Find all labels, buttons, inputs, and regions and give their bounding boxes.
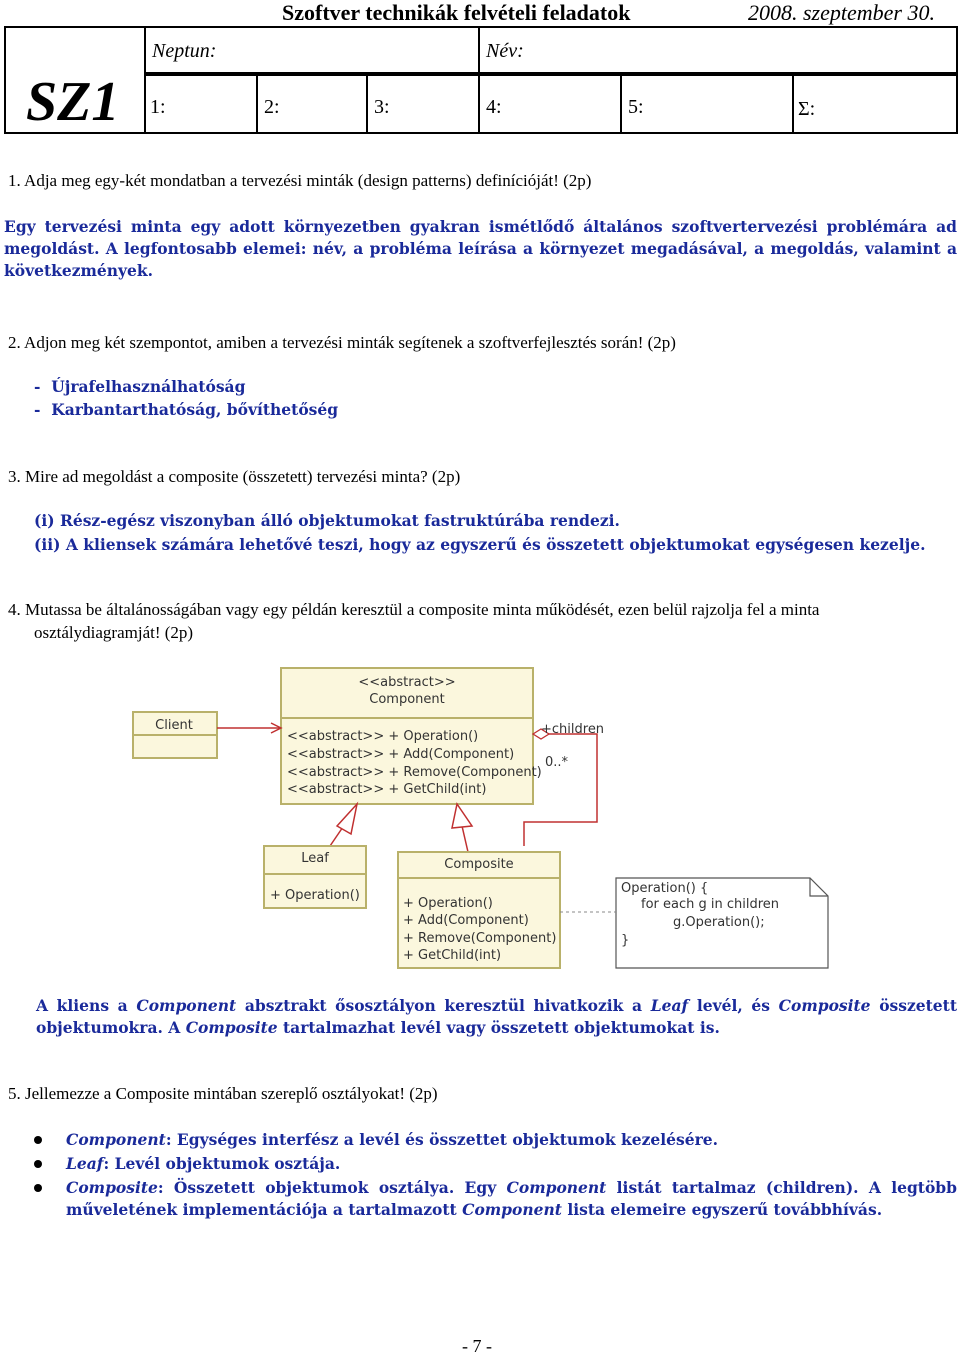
composite-op-2: + Add(Component): [403, 913, 529, 928]
note-line-3: g.Operation();: [673, 915, 765, 930]
multiplicity-label: 0..*: [545, 755, 569, 770]
composite-generalization: [452, 804, 472, 852]
answer-2-item-2: - Karbantarthatóság, bővíthetőség: [34, 400, 339, 419]
note-line-2: for each g in children: [641, 897, 780, 912]
answer-3-line-1: (i) Rész-egész viszonyban álló objektumokat fastruktúrába rendezi.: [34, 511, 620, 530]
score-label-1: 1:: [150, 96, 166, 118]
answer-5-leaf: Leaf: Levél objektumok osztája.: [66, 1154, 341, 1173]
bullet-3: [34, 1184, 42, 1192]
children-aggregation: [524, 722, 604, 846]
leaf-generalization: [330, 804, 357, 846]
answer-1: Egy tervezési minta egy adott környezetben gyakran ismétlődő általános szoftvertervezési problémára ad megoldást. A legfontosabb elemei: név, a probléma leírása a környezet megadásával, a megoldás, valamint a következmények.: [4, 217, 957, 280]
answer-5-component: Component: Egységes interfész a levél és összettet objektumok kezelésére.: [66, 1130, 719, 1149]
operation-note: [560, 878, 828, 968]
answer-4: A kliens a Component absztrakt ősosztályon keresztül hivatkozik a Leaf levél, és Composite összetett objektumokra. A Composite tartalmazhat levél vagy összetett objektumokat is.: [36, 996, 957, 1037]
score-label-5: 5:: [628, 96, 644, 118]
composite-op-1: + Operation(): [403, 896, 493, 911]
question-5: 5. Jellemezze a Composite mintában szereplő osztályokat! (2p): [8, 1084, 438, 1103]
component-op-1: <<abstract>> + Operation(): [287, 729, 479, 744]
answer-5-composite: Composite: Összetett objektumok osztálya. Egy Component listát tartalmaz (children). A legtöbb műveletének implementációja a tartalmazott Component lista elemeire egyszerű továbbhívás.: [66, 1178, 957, 1219]
question-2: 2. Adjon meg két szempontot, amiben a tervezési minták segítenek a szoftverfejlesztés során! (2p): [8, 333, 676, 352]
composite-op-4: + GetChild(int): [403, 948, 502, 963]
answer-2-item-1: - Újrafelhasználhatóság: [34, 377, 246, 396]
leaf-class: [264, 846, 366, 908]
composite-class: [398, 852, 560, 968]
question-4-line-1: 4. Mutassa be általánosságában vagy egy példán keresztül a composite minta működését, ezen belül rajzolja fel a minta: [8, 600, 820, 619]
bullet-2: [34, 1160, 42, 1168]
component-op-2: <<abstract>> + Add(Component): [287, 747, 515, 762]
component-name: Component: [369, 692, 445, 707]
client-class: [133, 712, 217, 758]
note-line-4: }: [621, 933, 630, 948]
component-op-3: <<abstract>> + Remove(Component): [287, 765, 542, 780]
exam-date: 2008. szeptember 30.: [748, 0, 935, 25]
question-4-line-2: osztálydiagramját! (2p): [34, 623, 194, 642]
composite-op-3: + Remove(Component): [403, 931, 557, 946]
composite-name: Composite: [444, 857, 514, 872]
question-3: 3. Mire ad megoldást a composite (összetett) tervezési minta? (2p): [8, 467, 461, 486]
leaf-op-1: + Operation(): [270, 888, 360, 903]
note-line-1: Operation() {: [621, 881, 709, 896]
neptun-label: Neptun:: [152, 40, 217, 62]
score-label-4: 4:: [486, 96, 502, 118]
score-label-sum: Σ:: [798, 98, 816, 120]
question-1: 1. Adja meg egy-két mondatban a tervezési minták (design patterns) definícióját! (2p): [8, 171, 592, 190]
exam-code: SZ1: [26, 71, 120, 133]
answer-3-line-2: (ii) A kliensek számára lehetővé teszi, hogy az egyszerű és összetett objektumokat egységesen kezelje.: [34, 535, 926, 554]
component-class: [281, 668, 542, 804]
score-label-2: 2:: [264, 96, 280, 118]
children-role-label: +children: [541, 722, 605, 737]
leaf-name: Leaf: [301, 851, 329, 866]
page-number: - 7 -: [462, 1336, 492, 1356]
name-label: Név:: [486, 40, 524, 62]
client-name: Client: [155, 718, 193, 733]
bullet-1: [34, 1136, 42, 1144]
component-op-4: <<abstract>> + GetChild(int): [287, 782, 487, 797]
document-title: Szoftver technikák felvételi feladatok: [282, 0, 631, 25]
score-label-3: 3:: [374, 96, 390, 118]
component-stereotype: <<abstract>>: [358, 675, 456, 690]
